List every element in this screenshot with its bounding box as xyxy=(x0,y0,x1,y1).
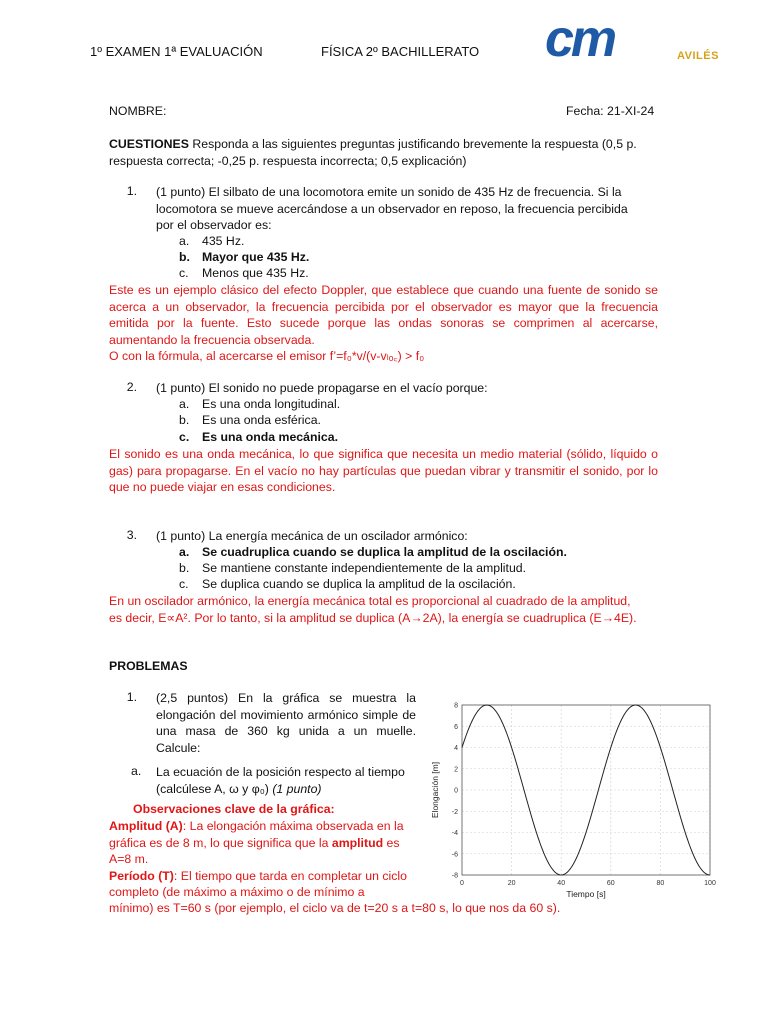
svg-text:cm: cm xyxy=(545,16,615,68)
question-1-formula: O con la fórmula, al acercarse el emisor f’=f₀*v/(v-vₗₒ꜀) > f₀ xyxy=(109,349,425,363)
x-tick-label: 40 xyxy=(557,880,566,887)
y-tick-label: 4 xyxy=(454,745,458,752)
question-3-option-a-letter: a. xyxy=(179,545,190,559)
subject-title: FÍSICA 2º BACHILLERATO xyxy=(321,44,480,59)
amplitude-text-4: A=8 m. xyxy=(109,852,149,866)
question-1-option-a: 435 Hz. xyxy=(202,234,245,248)
y-tick-label: 2 xyxy=(454,766,458,774)
x-axis-label: Tiempo [s] xyxy=(566,889,606,899)
amplitude-word: amplitud xyxy=(331,835,384,850)
cuestiones-title: CUESTIONES xyxy=(109,137,189,151)
y-tick-label: 0 xyxy=(454,787,458,795)
problem-1 xyxy=(109,690,417,925)
amplitude-text-1: : La elongación máxima observada en la xyxy=(182,819,404,833)
x-tick-label: 80 xyxy=(656,880,665,887)
y-tick-label: -8 xyxy=(451,872,458,880)
y-axis-label: Elongación [m] xyxy=(430,761,440,819)
question-3-option-c-letter: c. xyxy=(179,577,189,591)
cuestiones-intro-line1: Responda a las siguientes preguntas justificando brevemente la respuesta (0,5 p. xyxy=(192,137,637,151)
question-3-explanation-line1: En un oscilador armónico, la energía mecánica total es proporcional al cuadrado de la amplitud, xyxy=(109,594,631,608)
question-1-option-b: Mayor que 435 Hz. xyxy=(202,250,310,264)
amplitude-label: Amplitud (A) xyxy=(109,819,183,833)
period-label: Período (T) xyxy=(109,868,174,883)
question-2-explanation: El sonido es una onda mecánica, lo que significa que necesita un medio material (sólido, líquido o gas) para propagarse. En el vacío no hay partículas que puedan vibrar y transmitir el sonido, por lo que no puede viajar en esas condiciones. xyxy=(109,447,658,494)
y-tick-label: -4 xyxy=(451,830,458,837)
question-2-option-c-letter: c. xyxy=(179,430,190,444)
question-3-option-b: Se mantiene constante independientemente de la amplitud. xyxy=(202,561,527,575)
question-2-option-b: Es una onda esférica. xyxy=(202,413,321,427)
question-2-option-a: Es una onda longitudinal. xyxy=(202,397,341,411)
question-2 xyxy=(109,380,659,500)
y-tick-label: -6 xyxy=(451,851,458,859)
elongation-chart xyxy=(418,690,718,905)
observations-title: Observaciones clave de la gráfica: xyxy=(133,802,335,816)
period-text-3: mínimo) es T=60 s (por ejemplo, el ciclo va de t=20 s a t=80 s, lo que nos da 60 s). xyxy=(109,901,561,915)
question-1-option-c-letter: c. xyxy=(179,266,189,280)
question-3-option-a: Se cuadruplica cuando se duplica la amplitud de la oscilación. xyxy=(202,545,567,559)
question-2-line1: (1 punto) El sonido no puede propagarse en el vacío porque: xyxy=(156,381,488,395)
x-tick-label: 100 xyxy=(704,880,716,887)
problem-1a-points: (1 punto) xyxy=(272,781,322,796)
question-1-number: 1. xyxy=(126,184,137,198)
question-1-line3: por el observador es: xyxy=(156,218,272,232)
question-3-option-c: Se duplica cuando se duplica la amplitud de la oscilación. xyxy=(202,577,516,591)
question-3-number: 3. xyxy=(126,528,137,542)
amplitude-text-2: gráfica es de 8 m, lo que significa que la xyxy=(109,835,329,850)
cuestiones-intro-line2: respuesta correcta; -0,25 p. respuesta incorrecta; 0,5 explicación) xyxy=(109,153,467,168)
question-1-line2: locomotora se mueve acercándose a un observador en reposo, la frecuencia percibida xyxy=(156,201,628,216)
question-1-explanation: Este es un ejemplo clásico del efecto Doppler, que establece que cuando una fuente de sonido se acerca a un observador, la frecuencia percibida por el observador es mayor que la frecuencia emitida por la fuente. Esto sucede porque las ondas sonoras se comprimen al acercarse, aumentando la frecuencia observada. xyxy=(109,283,658,347)
question-2-option-a-letter: a. xyxy=(179,397,190,411)
question-3-explanation-line2: es decir, E∝A². Por lo tanto, si la amplitud se duplica (A→2A), la energía se cuadruplica (E→4E). xyxy=(109,610,637,625)
question-1-option-a-letter: a. xyxy=(179,234,190,248)
cuestiones-intro xyxy=(109,136,659,169)
amplitude-text-3: es xyxy=(386,835,400,850)
problem-1-number: 1. xyxy=(126,690,137,704)
school-logo-subtitle: AVILÉS xyxy=(677,50,719,62)
problem-1a-text-line1: La ecuación de la posición respecto al tiempo xyxy=(156,765,405,779)
question-2-number: 2. xyxy=(126,380,137,394)
question-1-line1: (1 punto) El silbato de una locomotora emite un sonido de 435 Hz de frecuencia. Si la xyxy=(156,185,622,199)
x-tick-label: 20 xyxy=(507,880,516,887)
question-3 xyxy=(109,528,659,628)
y-tick-label: 8 xyxy=(454,702,458,710)
period-text-1: : El tiempo que tarda en completar un ciclo xyxy=(173,868,407,883)
question-2-option-c: Es una onda mecánica. xyxy=(202,430,338,444)
exam-date: Fecha: 21-XI-24 xyxy=(566,104,655,118)
x-tick-label: 0 xyxy=(460,880,464,887)
question-1-option-c: Menos que 435 Hz. xyxy=(202,266,309,280)
problemas-title: PROBLEMAS xyxy=(109,659,188,673)
exam-title: 1º EXAMEN 1ª EVALUACIÓN xyxy=(90,44,263,59)
question-3-line1: (1 punto) La energía mecánica de un oscilador armónico: xyxy=(156,529,468,543)
question-2-option-b-letter: b. xyxy=(179,413,190,427)
school-logo xyxy=(545,16,675,68)
period-text-2: completo (de máximo a máximo o de mínimo a xyxy=(109,885,365,899)
problem-1a-text-line2: (calcúlese A, ω y φ₀) xyxy=(156,781,269,796)
name-label: NOMBRE: xyxy=(109,104,167,118)
y-tick-label: -2 xyxy=(451,808,458,816)
question-1-option-b-letter: b. xyxy=(179,250,190,264)
problem-1a-letter: a. xyxy=(131,764,142,778)
question-1 xyxy=(109,184,659,369)
problem-1-text: (2,5 puntos) En la gráfica se muestra la elongación del movimiento armónico simple de una masa de 360 kg unida a un muelle. Calcule: xyxy=(156,691,416,755)
question-3-option-b-letter: b. xyxy=(179,561,190,575)
x-tick-label: 60 xyxy=(606,880,615,887)
y-tick-label: 6 xyxy=(454,723,458,731)
